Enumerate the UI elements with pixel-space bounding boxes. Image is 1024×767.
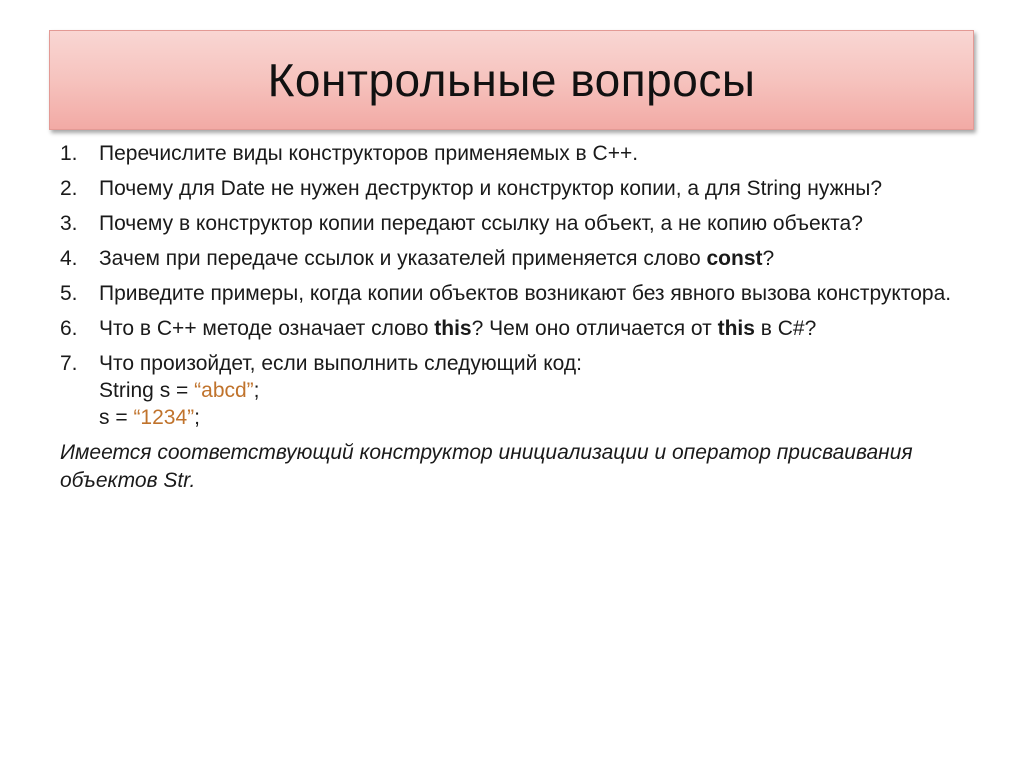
question-text: Почему в конструктор копии передают ссылку на объект, а не копию объекта? [99, 212, 863, 235]
question-item [60, 315, 980, 342]
question-item [60, 175, 980, 202]
question-number: 7. [60, 352, 78, 375]
question-number: 6. [60, 317, 78, 340]
question-item [60, 280, 980, 307]
questions-list [60, 140, 980, 431]
keyword-this: this [434, 317, 472, 340]
code-line [99, 404, 980, 431]
code-suffix: ; [253, 379, 260, 402]
question-item [60, 245, 980, 272]
question-text: Приведите примеры, когда копии объектов возникают без явного вызова конструктора. [99, 282, 952, 305]
question-text-part: в С#? [754, 317, 817, 340]
question-text-part: ? [762, 247, 775, 270]
question-text [99, 350, 980, 431]
title-box [49, 30, 974, 130]
slide-title: Контрольные вопросы [267, 54, 756, 106]
question-number: 1. [60, 142, 78, 165]
question-text-part: ? Чем оно отличается от [471, 317, 718, 340]
code-line [99, 377, 980, 404]
code-suffix: ; [194, 406, 200, 429]
question-text: Перечислите виды конструкторов применяемых в С++. [99, 142, 639, 165]
string-literal: “abcd” [194, 379, 254, 402]
code-prefix: String s = [99, 379, 195, 402]
question-text: Почему для Date не нужен деструктор и конструктор копии, а для String нужны? [99, 177, 883, 200]
question-number: 2. [60, 177, 78, 200]
question-text-part: Зачем при передаче ссылок и указателей применяется слово [99, 247, 707, 270]
note-text: Имеется соответствующий конструктор инициализации и оператор присваивания объектов Str. [60, 441, 913, 492]
question-item [60, 350, 980, 431]
question-number: 3. [60, 212, 78, 235]
question-number: 5. [60, 282, 78, 305]
question-number: 4. [60, 247, 78, 270]
question-text-part: Что произойдет, если выполнить следующий код: [99, 352, 582, 375]
string-literal: “1234” [133, 406, 195, 429]
question-text [99, 245, 980, 272]
question-text [99, 315, 980, 342]
code-prefix: s = [99, 406, 134, 429]
question-text-part: Что в С++ методе означает слово [99, 317, 435, 340]
keyword-const: const [706, 247, 763, 270]
question-item [60, 210, 980, 237]
slide-body [60, 140, 980, 495]
keyword-this: this [717, 317, 755, 340]
question-item [60, 140, 980, 167]
